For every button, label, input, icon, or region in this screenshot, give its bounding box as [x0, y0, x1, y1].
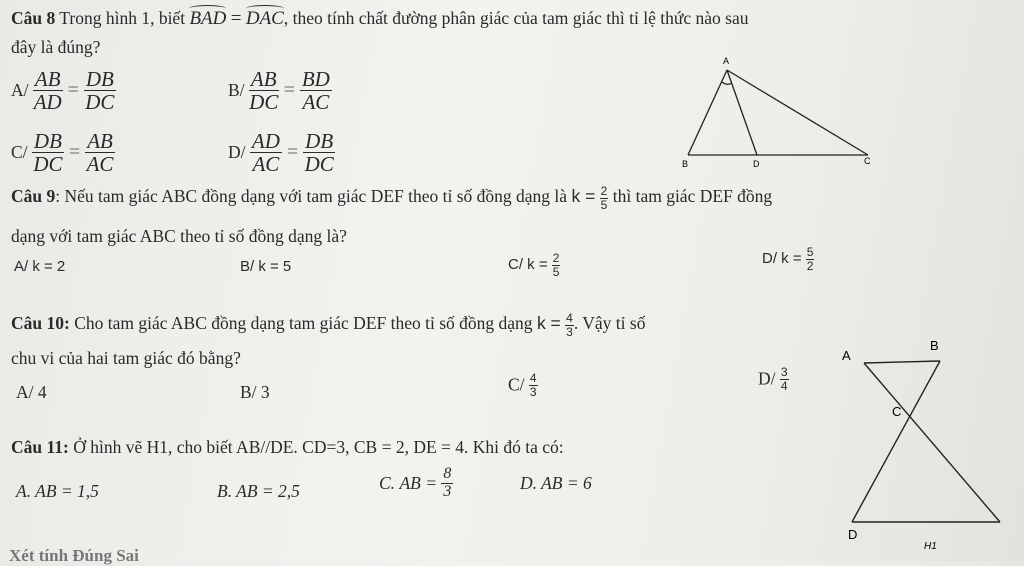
q10-option-d: D/ $\frac{3}{4}$: [758, 365, 788, 393]
q11-option-d: D. AB = 6: [520, 473, 592, 493]
q8-option-b: B/ $\frac{AB}{DC}$ = $\frac{BD}{AC}$: [228, 67, 330, 115]
q11-option-c: C. AB = $\frac{8}{3}$: [379, 465, 452, 500]
q8-option-b-frac1: $\frac{AB}{DC}$: [249, 67, 279, 115]
q11-text: Ở hình vẽ H1, cho biết AB//DE. CD=3, CB = 2, DE = 4. Khi đó ta có:: [68, 437, 564, 457]
q10-option-d-frac: $\frac{3}{4}$: [780, 365, 788, 393]
q10-line2: chu vi của hai tam giác đó bằng?: [11, 348, 241, 368]
h1-label-c: C: [892, 404, 902, 419]
q8-option-a-label: A/: [11, 80, 29, 101]
q8-option-d-label: D/: [228, 142, 246, 163]
q8-line2: đây là đúng?: [11, 37, 101, 57]
q8-option-d-frac1: $\frac{AD}{AC}$: [251, 129, 280, 177]
q8-angle2: DAC: [245, 8, 284, 29]
fig1-label-c: C: [864, 156, 871, 166]
q9-text2: thì tam giác DEF đồng: [608, 186, 773, 207]
q9-option-c-frac: $\frac{2}{5}$: [552, 251, 560, 279]
q8-text2: , theo tính chất đường phân giác của tam giác thì tỉ lệ thức nào sau: [283, 8, 749, 28]
figure-h1: [832, 334, 1012, 556]
q11-option-b: B. AB = 2,5: [217, 481, 300, 501]
q8-label: Câu 8: [11, 8, 56, 28]
q10-option-c: C/ $\frac{4}{3}$: [508, 371, 537, 399]
footer-cutoff-text: Xét tính Đúng Sai: [9, 546, 139, 565]
q9-option-a: A/ k = 2: [14, 258, 66, 275]
q9-k-frac: $\frac{2}{5}$: [600, 184, 608, 212]
q11-option-c-frac: $\frac{8}{3}$: [443, 465, 452, 500]
q8-option-c: C/ $\frac{DB}{DC}$ = $\frac{AB}{AC}$: [11, 129, 114, 177]
q9-option-c: C/ k = $\frac{2}{5}$: [508, 251, 560, 279]
q8-line1: [11, 8, 748, 30]
q10-option-a: A/ 4: [16, 382, 47, 402]
h1-label-d: D: [848, 527, 858, 542]
q11-option-a: A. AB = 1,5: [16, 481, 99, 501]
h1-caption: H1: [924, 541, 937, 552]
fig1-label-d: D: [753, 159, 760, 169]
q8-option-b-frac2: $\frac{BD}{AC}$: [301, 67, 330, 115]
q8-angle1: BAD: [189, 8, 227, 29]
h1-label-b: B: [930, 338, 939, 353]
h1-segment-bd: [852, 361, 940, 522]
fig1-label-a: A: [723, 56, 730, 66]
q8-option-a-frac1: $\frac{AB}{AD}$: [33, 67, 62, 115]
fig1-side-ac: [727, 70, 868, 155]
q11-label: Câu 11:: [11, 437, 69, 457]
figure-triangle-abc: [670, 52, 890, 177]
q8-option-a: A/ $\frac{AB}{AD}$ = $\frac{DB}{DC}$: [11, 67, 115, 115]
q10-k-frac: $\frac{4}{3}$: [566, 311, 573, 339]
q8-option-c-frac2: $\frac{AB}{AC}$: [86, 129, 114, 177]
h1-label-a: A: [842, 348, 851, 363]
q8-option-c-label: C/: [11, 142, 28, 163]
q8-text1: Trong hình 1, biết: [55, 8, 190, 28]
fig1-side-ab: [688, 70, 727, 155]
q9-option-d-frac: $\frac{5}{2}$: [806, 245, 814, 273]
q9-line1: [11, 185, 772, 211]
q9-k: k =: [571, 186, 596, 207]
q8-option-c-frac1: $\frac{DB}{DC}$: [33, 129, 63, 177]
q8-option-d: D/ $\frac{AD}{AC}$ = $\frac{DB}{DC}$: [228, 129, 334, 177]
q10-option-c-frac: $\frac{4}{3}$: [529, 371, 537, 399]
q10-line1: [11, 312, 645, 338]
q8-option-d-frac2: $\frac{DB}{DC}$: [304, 129, 334, 177]
h1-segment-ae: [864, 363, 1000, 522]
q9-label: Câu 9: [11, 186, 56, 207]
q10-text1: Cho tam giác ABC đồng dạng tam giác DEF theo tỉ số đồng dạng: [69, 313, 537, 334]
q11-line1: [11, 437, 564, 458]
q10-k: k =: [536, 313, 561, 334]
q8-option-b-label: B/: [228, 80, 245, 101]
q10-text2: . Vậy tỉ số: [573, 313, 646, 334]
q10-option-b: B/ 3: [240, 382, 270, 402]
q9-option-d: D/ k = $\frac{5}{2}$: [762, 245, 814, 273]
q8-eq: =: [230, 8, 242, 29]
fig1-label-b: B: [682, 159, 689, 169]
fig1-angle-arc: [722, 82, 732, 84]
q9-option-b: B/ k = 5: [240, 258, 292, 275]
q9-line2: dạng với tam giác ABC theo tỉ số đồng dạng là?: [11, 226, 347, 246]
h1-segment-ab: [864, 361, 940, 363]
q10-label: Câu 10:: [11, 313, 70, 334]
q9-text1: : Nếu tam giác ABC đồng dạng với tam giác DEF theo tỉ số đồng dạng là: [55, 186, 572, 207]
q8-option-a-frac2: $\frac{DB}{DC}$: [85, 67, 115, 115]
